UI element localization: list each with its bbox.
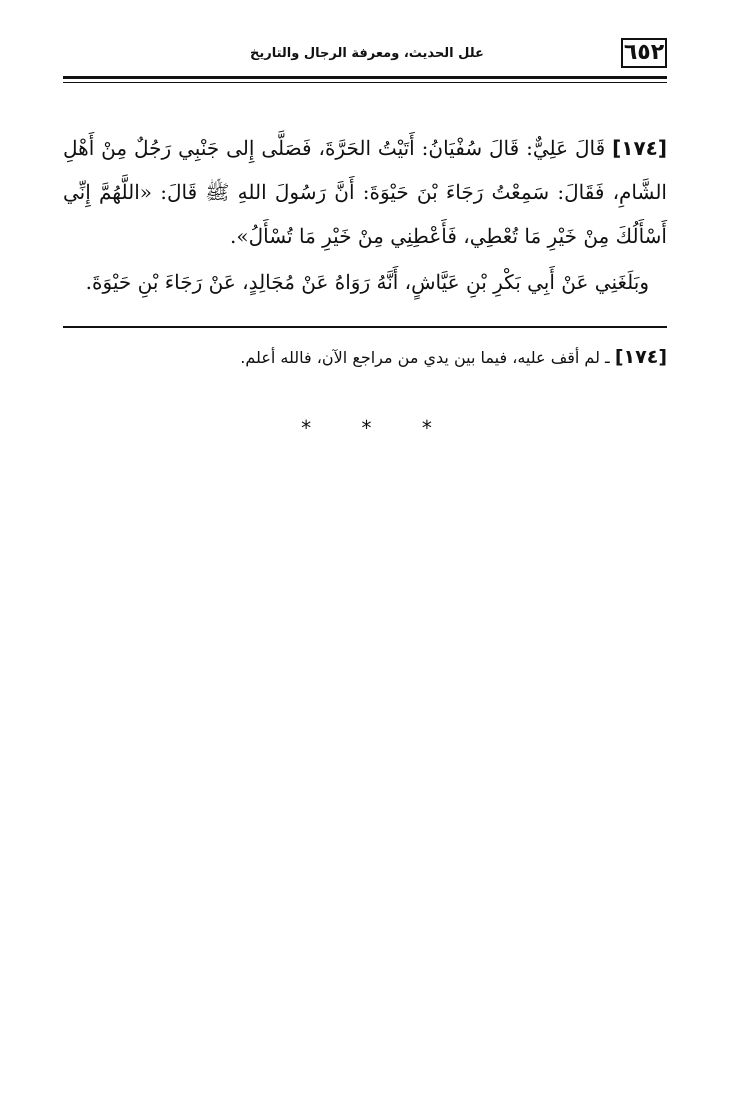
entry-number: [١٧٤] (612, 136, 667, 160)
page-number: ٦٥٢ (621, 38, 667, 68)
paragraph-2: وبَلَغَنِي عَنْ أَبِي بَكْرِ بْنِ عَيَّاشٍ، أَنَّهُ رَوَاهُ عَنْ مُجَالِدٍ، عَنْ رَجَاءَ بْنِ حَيْوَةَ. (85, 270, 649, 294)
paragraph-1-text: قَالَ عَلِيٌّ: قَالَ سُفْيَانُ: أَتَيْتُ الحَرَّةَ، فَصَلَّى إِلى جَنْبِي رَجُلٌ مِنْ أَهْلِ الشَّامِ، فَقَالَ: سَمِعْتُ رَجَاءَ بْنَ حَيْوَةَ: أَنَّ رَسُولَ اللهِ ﷺ قَالَ: «اللَّهُمَّ إِنِّي أَسْأَلُكَ مِنْ خَيْرِ مَا تُعْطِي، فَأَعْطِنِي مِنْ خَيْرِ مَا تُسْأَلُ». (63, 136, 667, 248)
header-rule-thin (63, 82, 667, 83)
footnote-text: ـ لم أقف عليه، فيما بين يدي من مراجع الآن، فالله أعلم. (240, 348, 610, 367)
footnote (63, 342, 667, 373)
footnote-number: [١٧٤] (614, 346, 667, 368)
paragraph-1 (63, 126, 667, 258)
section-separator: * * * (301, 416, 454, 440)
footnote-rule (63, 326, 667, 328)
header-rule (63, 76, 667, 79)
running-title: علل الحديث، ومعرفة الرجال والتاريخ (250, 46, 484, 61)
main-text (63, 126, 667, 304)
